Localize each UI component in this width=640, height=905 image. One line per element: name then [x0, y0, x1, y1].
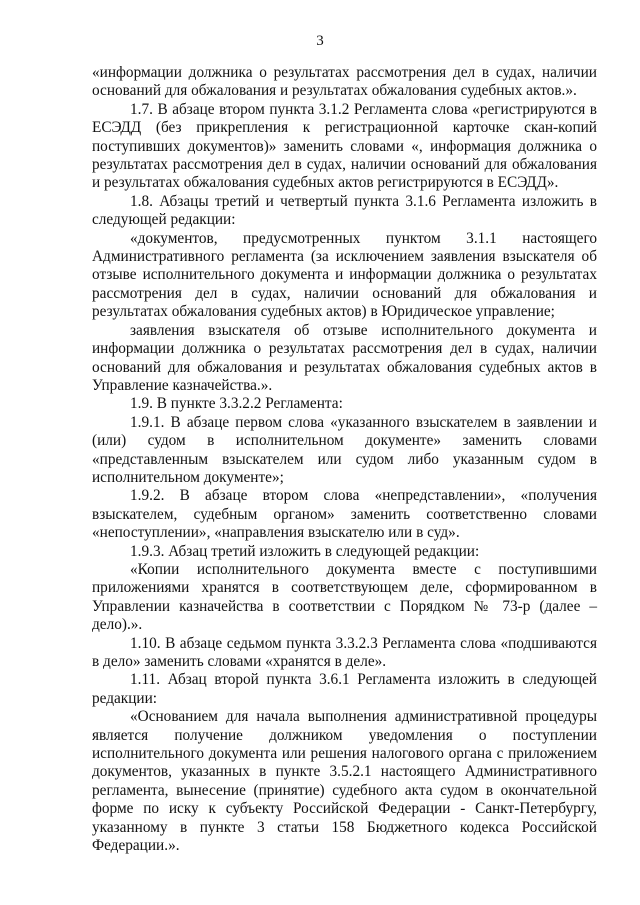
page-number: 3 [316, 33, 324, 49]
paragraph-1-8: 1.8. Абзацы третий и четвертый пункта 3.1.6 Регламента изложить в следующей редакции: [92, 192, 597, 229]
paragraph-1-9-2: 1.9.2. В абзаце втором слова «непредставлении», «получения взыскателем, судебным органом» заменить соответственно словами «непоступлении», «направления взыскателю или в суд». [92, 487, 597, 542]
paragraph-1-9-3: 1.9.3. Абзац третий изложить в следующей редакции: [130, 542, 480, 560]
document-body [92, 64, 597, 855]
paragraph-1-11-quote: «Основанием для начала выполнения административной процедуры является получение должником уведомления о поступлении исполнительного документа или решения налогового органа с приложением документов, указанных в пункте 3.5.2.1 настоящего Административного регламента, вынесение (принятие) судебного акта судом в окончательной форме по иску к субъекту Российской Федерации - Санкт-Петербургу, указанному в пункте 3 статьи 158 Бюджетного кодекса Российской Федерации.». [92, 708, 597, 855]
paragraph-1-9: 1.9. В пункте 3.3.2.2 Регламента: [130, 395, 343, 413]
paragraph-1-8-quote-1: «документов, предусмотренных пунктом 3.1.1 настоящего Административного регламента (за исключением заявления взыскателя об отзыве исполнительного документа и информации должника о результатах рассмотрения дел в судах, наличии оснований для обжалования и результатах обжалования судебных актов) в Юридическое управление; [92, 229, 597, 321]
paragraph-1-9-1: 1.9.1. В абзаце первом слова «указанного взыскателем в заявлении и (или) судом в исполнительном документе» заменить словами «представленным взыскателем или судом либо указанным судом в исполнительном документе»; [92, 413, 597, 486]
paragraph-1-10: 1.10. В абзаце седьмом пункта 3.3.2.3 Регламента слова «подшиваются в дело» заменить словами «хранятся в деле». [92, 634, 597, 670]
paragraph-1-8-quote-2: заявления взыскателя об отзыве исполнительного документа и информации должника о результатах рассмотрения дел в судах, наличии оснований для обжалования и результатах обжалования судебных актов в Управление казначейства.». [92, 321, 597, 394]
paragraph-1-11: 1.11. Абзац второй пункта 3.6.1 Регламента изложить в следующей редакции: [92, 671, 597, 707]
paragraph-1-7: 1.7. В абзаце втором пункта 3.1.2 Регламента слова «регистрируются в ЕСЭДД (без прикрепления к регистрационной карточке скан-копий поступивших документов)» заменить словами «, информация должника о результатах рассмотрения дел в судах, наличии оснований для обжалования и результатах обжалования судебных актов регистрируются в ЕСЭДД». [92, 100, 597, 192]
paragraph-quote-continuation: «информации должника о результатах рассмотрения дел в судах, наличии оснований для обжалования и результатах обжалования судебных актов.». [92, 64, 597, 100]
paragraph-1-9-3-quote: «Копии исполнительного документа вместе с поступившими приложениями хранятся в соответствующем деле, сформированном в Управлении казначейства в соответствии с Порядком № 73-р (далее – дело).». [92, 560, 597, 634]
